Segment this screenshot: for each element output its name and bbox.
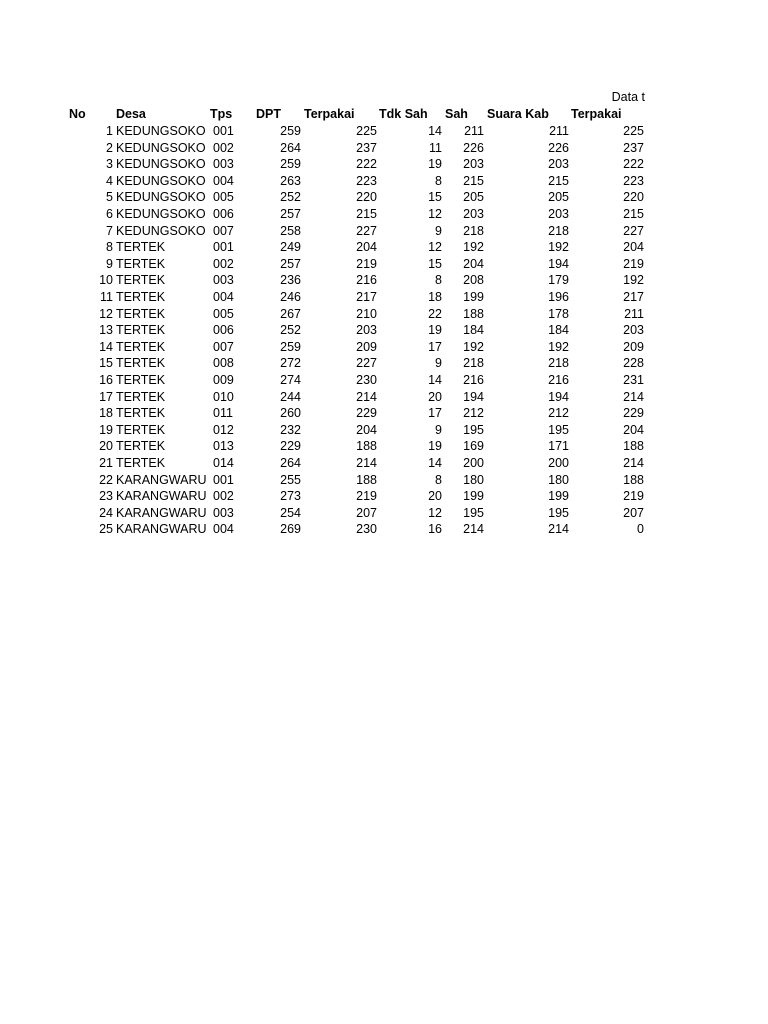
cell-desa[interactable]: KARANGWARU: [116, 472, 207, 487]
cell-tps[interactable]: 001: [213, 124, 234, 138]
cell-terpakai-2[interactable]: 225: [623, 124, 644, 138]
cell-tdk-sah[interactable]: 12: [428, 240, 442, 255]
cell-terpakai-2[interactable]: 219: [623, 489, 644, 504]
cell-no[interactable]: 14: [99, 339, 113, 354]
cell-desa[interactable]: KEDUNGSOKO: [116, 124, 206, 138]
cell-terpakai-2[interactable]: 188: [623, 439, 644, 454]
cell-tdk-sah[interactable]: 22: [428, 306, 442, 321]
cell-sah[interactable]: 188: [463, 306, 484, 321]
cell-desa[interactable]: TERTEK: [116, 406, 166, 421]
header-suara-kab[interactable]: Suara Kab: [487, 107, 549, 121]
cell-no[interactable]: 1: [106, 124, 113, 138]
cell-terpakai-2[interactable]: 204: [623, 240, 644, 255]
cell-suara-kab[interactable]: 171: [548, 439, 569, 454]
table-row: [0, 339, 768, 356]
cell-terpakai-2[interactable]: 237: [623, 140, 644, 155]
table-row: [0, 422, 768, 439]
table-row: [0, 488, 768, 505]
cell-suara-kab[interactable]: 179: [548, 273, 569, 288]
cell-tdk-sah[interactable]: 8: [435, 273, 442, 288]
header-tdk-sah[interactable]: Tdk Sah: [379, 107, 428, 121]
cell-terpakai[interactable]: 209: [356, 339, 377, 354]
cell-desa[interactable]: KEDUNGSOKO: [116, 140, 206, 155]
cell-tdk-sah[interactable]: 20: [428, 389, 442, 404]
cell-tdk-sah[interactable]: 11: [429, 140, 442, 155]
cell-terpakai[interactable]: 220: [356, 190, 377, 205]
table-row: [0, 123, 768, 140]
cell-suara-kab[interactable]: 212: [548, 406, 569, 421]
cell-dpt[interactable]: 257: [280, 256, 301, 271]
cell-tdk-sah[interactable]: 12: [428, 207, 442, 221]
cell-terpakai-2[interactable]: 227: [623, 223, 644, 238]
cell-dpt[interactable]: 252: [280, 190, 301, 205]
cell-desa[interactable]: KEDUNGSOKO: [116, 223, 206, 238]
cell-terpakai-2[interactable]: 203: [623, 323, 644, 338]
sheet-title: Data t: [611, 90, 645, 104]
table-row: [0, 355, 768, 372]
header-terpakai-2[interactable]: Terpakai: [571, 107, 622, 121]
cell-desa[interactable]: KARANGWARU: [116, 489, 207, 504]
cell-tdk-sah[interactable]: 9: [435, 422, 442, 437]
cell-sah[interactable]: 203: [463, 157, 484, 172]
cell-sah[interactable]: 214: [463, 522, 484, 537]
table-row: [0, 239, 768, 256]
cell-terpakai[interactable]: 207: [356, 505, 377, 520]
cell-no[interactable]: 12: [99, 306, 113, 321]
table-row: [0, 140, 768, 157]
cell-tdk-sah[interactable]: 20: [428, 489, 442, 504]
header-dpt[interactable]: DPT: [256, 107, 281, 121]
cell-no[interactable]: 5: [106, 190, 113, 205]
cell-tps[interactable]: 001: [213, 472, 234, 487]
cell-tps[interactable]: 006: [213, 323, 234, 338]
cell-terpakai-2[interactable]: 209: [623, 339, 644, 354]
cell-suara-kab[interactable]: 200: [548, 456, 569, 470]
cell-tps[interactable]: 009: [213, 373, 234, 387]
table-row: [0, 472, 768, 489]
cell-suara-kab[interactable]: 214: [548, 522, 569, 537]
cell-dpt[interactable]: 264: [280, 140, 301, 155]
cell-dpt[interactable]: 274: [280, 373, 301, 387]
cell-tdk-sah[interactable]: 14: [428, 456, 442, 470]
cell-terpakai[interactable]: 216: [356, 273, 377, 288]
cell-tdk-sah[interactable]: 17: [428, 339, 442, 354]
cell-dpt[interactable]: 269: [280, 522, 301, 537]
cell-tps[interactable]: 003: [213, 157, 234, 172]
cell-dpt[interactable]: 259: [280, 157, 301, 172]
cell-tps[interactable]: 004: [213, 522, 234, 537]
header-desa[interactable]: Desa: [116, 107, 146, 121]
cell-terpakai-2[interactable]: 211: [624, 306, 644, 321]
cell-terpakai[interactable]: 230: [356, 373, 377, 387]
cell-tdk-sah[interactable]: 17: [428, 406, 442, 421]
table-row: [0, 306, 768, 323]
cell-tps[interactable]: 010: [213, 389, 234, 404]
cell-terpakai[interactable]: 214: [356, 456, 377, 470]
cell-suara-kab[interactable]: 178: [548, 306, 569, 321]
cell-dpt[interactable]: 252: [280, 323, 301, 338]
cell-suara-kab[interactable]: 203: [548, 157, 569, 172]
cell-suara-kab[interactable]: 194: [548, 389, 569, 404]
cell-desa[interactable]: KEDUNGSOKO: [116, 157, 206, 172]
cell-suara-kab[interactable]: 215: [548, 173, 569, 188]
table-row: [0, 521, 768, 538]
cell-desa[interactable]: TERTEK: [116, 273, 166, 288]
cell-no[interactable]: 6: [106, 207, 113, 221]
cell-dpt[interactable]: 259: [280, 339, 301, 354]
cell-sah[interactable]: 204: [463, 256, 484, 271]
cell-terpakai-2[interactable]: 188: [623, 472, 644, 487]
cell-terpakai[interactable]: 219: [356, 489, 377, 504]
cell-terpakai[interactable]: 203: [356, 323, 377, 338]
cell-desa[interactable]: TERTEK: [116, 422, 166, 437]
cell-no[interactable]: 15: [99, 356, 113, 371]
cell-tps[interactable]: 007: [213, 223, 234, 238]
cell-sah[interactable]: 216: [463, 373, 484, 387]
cell-terpakai[interactable]: 229: [356, 406, 377, 421]
cell-dpt[interactable]: 273: [280, 489, 301, 504]
table-row: [0, 189, 768, 206]
cell-tdk-sah[interactable]: 18: [428, 290, 442, 304]
cell-terpakai[interactable]: 227: [356, 356, 377, 371]
cell-terpakai[interactable]: 225: [356, 124, 377, 138]
cell-sah[interactable]: 180: [463, 472, 484, 487]
cell-tdk-sah[interactable]: 19: [428, 157, 442, 172]
header-sah[interactable]: Sah: [445, 107, 468, 121]
cell-tdk-sah[interactable]: 9: [435, 223, 442, 238]
table-row: [0, 438, 768, 455]
cell-no[interactable]: 20: [99, 439, 113, 454]
cell-sah[interactable]: 218: [463, 223, 484, 238]
cell-desa[interactable]: TERTEK: [116, 356, 166, 371]
cell-no[interactable]: 24: [99, 505, 113, 520]
cell-tdk-sah[interactable]: 16: [428, 522, 442, 537]
table-row: [0, 372, 768, 389]
cell-dpt[interactable]: 264: [280, 456, 301, 470]
cell-tps[interactable]: 004: [213, 290, 234, 304]
cell-dpt[interactable]: 232: [280, 422, 301, 437]
cell-no[interactable]: 22: [99, 472, 113, 487]
cell-terpakai[interactable]: 219: [356, 256, 377, 271]
cell-tps[interactable]: 001: [213, 240, 234, 255]
cell-tps[interactable]: 003: [213, 273, 234, 288]
cell-tdk-sah[interactable]: 9: [435, 356, 442, 371]
cell-dpt[interactable]: 258: [280, 223, 301, 238]
table-row: [0, 173, 768, 190]
cell-sah[interactable]: 203: [463, 207, 484, 221]
cell-terpakai[interactable]: 204: [356, 422, 377, 437]
cell-terpakai[interactable]: 204: [356, 240, 377, 255]
cell-desa[interactable]: TERTEK: [116, 256, 166, 271]
cell-desa[interactable]: TERTEK: [116, 323, 166, 338]
cell-suara-kab[interactable]: 192: [548, 339, 569, 354]
cell-no[interactable]: 7: [106, 223, 113, 238]
cell-suara-kab[interactable]: 180: [548, 472, 569, 487]
cell-terpakai-2[interactable]: 220: [623, 190, 644, 205]
cell-dpt[interactable]: 257: [280, 207, 301, 221]
cell-sah[interactable]: 200: [463, 456, 484, 470]
cell-no[interactable]: 19: [99, 422, 113, 437]
cell-terpakai-2[interactable]: 0: [637, 522, 644, 537]
cell-dpt[interactable]: 259: [280, 124, 301, 138]
cell-sah[interactable]: 195: [463, 505, 484, 520]
cell-suara-kab[interactable]: 226: [548, 140, 569, 155]
table-row: [0, 289, 768, 306]
cell-dpt[interactable]: 236: [280, 273, 301, 288]
table-row: [0, 256, 768, 273]
cell-suara-kab[interactable]: 199: [548, 489, 569, 504]
cell-desa[interactable]: KEDUNGSOKO: [116, 173, 206, 188]
cell-tdk-sah[interactable]: 15: [428, 256, 442, 271]
header-tps[interactable]: Tps: [210, 107, 233, 121]
cell-sah[interactable]: 199: [463, 489, 484, 504]
cell-dpt[interactable]: 246: [280, 290, 301, 304]
cell-tps[interactable]: 003: [213, 505, 234, 520]
table-row: [0, 272, 768, 289]
cell-terpakai-2[interactable]: 204: [623, 422, 644, 437]
cell-suara-kab[interactable]: 218: [548, 356, 569, 371]
cell-terpakai-2[interactable]: 219: [623, 256, 644, 271]
cell-tps[interactable]: 002: [213, 489, 234, 504]
cell-tps[interactable]: 012: [213, 422, 234, 437]
cell-dpt[interactable]: 263: [280, 173, 301, 188]
cell-sah[interactable]: 208: [463, 273, 484, 288]
cell-terpakai[interactable]: 215: [356, 207, 377, 221]
table-row: [0, 223, 768, 240]
table-row: [0, 389, 768, 406]
cell-sah[interactable]: 192: [463, 240, 484, 255]
cell-desa[interactable]: KEDUNGSOKO: [116, 190, 206, 205]
cell-tps[interactable]: 014: [213, 456, 234, 470]
header-no[interactable]: No: [69, 107, 86, 121]
cell-no[interactable]: 18: [99, 406, 113, 421]
cell-sah[interactable]: 184: [463, 323, 484, 338]
cell-suara-kab[interactable]: 218: [548, 223, 569, 238]
table-row: [0, 505, 768, 522]
cell-tdk-sah[interactable]: 14: [428, 124, 442, 138]
cell-no[interactable]: 10: [99, 273, 113, 288]
cell-suara-kab[interactable]: 203: [548, 207, 569, 221]
cell-terpakai[interactable]: 214: [356, 389, 377, 404]
cell-desa[interactable]: KARANGWARU: [116, 505, 207, 520]
cell-terpakai-2[interactable]: 215: [623, 207, 644, 221]
cell-sah[interactable]: 205: [463, 190, 484, 205]
cell-terpakai[interactable]: 223: [356, 173, 377, 188]
cell-no[interactable]: 21: [99, 456, 113, 470]
cell-dpt[interactable]: 229: [280, 439, 301, 454]
cell-suara-kab[interactable]: 194: [548, 256, 569, 271]
cell-tdk-sah[interactable]: 8: [435, 472, 442, 487]
cell-desa[interactable]: KEDUNGSOKO: [116, 207, 206, 221]
cell-terpakai-2[interactable]: 228: [623, 356, 644, 371]
cell-no[interactable]: 17: [99, 389, 113, 404]
cell-terpakai[interactable]: 222: [356, 157, 377, 172]
cell-tps[interactable]: 005: [213, 190, 234, 205]
cell-no[interactable]: 4: [106, 173, 113, 188]
cell-sah[interactable]: 169: [463, 439, 484, 454]
sheet-title-cell[interactable]: [560, 90, 645, 106]
cell-no[interactable]: 13: [99, 323, 113, 338]
cell-sah[interactable]: 211: [464, 124, 484, 138]
cell-tps[interactable]: 005: [213, 306, 234, 321]
cell-dpt[interactable]: 254: [280, 505, 301, 520]
cell-dpt[interactable]: 267: [280, 306, 301, 321]
cell-suara-kab[interactable]: 184: [548, 323, 569, 338]
cell-suara-kab[interactable]: 205: [548, 190, 569, 205]
cell-terpakai-2[interactable]: 192: [623, 273, 644, 288]
cell-terpakai[interactable]: 237: [356, 140, 377, 155]
cell-tdk-sah[interactable]: 14: [428, 373, 442, 387]
cell-sah[interactable]: 226: [463, 140, 484, 155]
cell-no[interactable]: 8: [106, 240, 113, 255]
cell-terpakai-2[interactable]: 231: [623, 373, 644, 387]
cell-terpakai[interactable]: 188: [356, 439, 377, 454]
cell-suara-kab[interactable]: 196: [548, 290, 569, 304]
cell-dpt[interactable]: 260: [280, 406, 301, 421]
cell-suara-kab[interactable]: 216: [548, 373, 569, 387]
cell-tps[interactable]: 006: [213, 207, 234, 221]
cell-sah[interactable]: 192: [463, 339, 484, 354]
cell-suara-kab[interactable]: 195: [548, 422, 569, 437]
cell-desa[interactable]: TERTEK: [116, 439, 166, 454]
cell-desa[interactable]: TERTEK: [116, 306, 166, 321]
table-row: [0, 405, 768, 422]
cell-terpakai-2[interactable]: 223: [623, 173, 644, 188]
cell-tdk-sah[interactable]: 19: [428, 323, 442, 338]
cell-terpakai[interactable]: 210: [356, 306, 377, 321]
cell-tps[interactable]: 004: [213, 173, 234, 188]
cell-no[interactable]: 3: [106, 157, 113, 172]
cell-desa[interactable]: TERTEK: [116, 339, 166, 354]
cell-sah[interactable]: 199: [463, 290, 484, 304]
cell-sah[interactable]: 195: [463, 422, 484, 437]
cell-terpakai-2[interactable]: 207: [623, 505, 644, 520]
cell-no[interactable]: 25: [99, 522, 113, 537]
cell-suara-kab[interactable]: 211: [549, 124, 569, 138]
cell-terpakai-2[interactable]: 229: [623, 406, 644, 421]
table-row: [0, 455, 768, 472]
cell-sah[interactable]: 218: [463, 356, 484, 371]
cell-terpakai-2[interactable]: 214: [623, 456, 644, 470]
cell-desa[interactable]: TERTEK: [116, 389, 166, 404]
cell-tdk-sah[interactable]: 15: [428, 190, 442, 205]
cell-desa[interactable]: TERTEK: [116, 290, 166, 304]
cell-tdk-sah[interactable]: 19: [428, 439, 442, 454]
header-terpakai[interactable]: Terpakai: [304, 107, 355, 121]
cell-desa[interactable]: TERTEK: [116, 240, 166, 255]
cell-sah[interactable]: 215: [463, 173, 484, 188]
cell-sah[interactable]: 194: [463, 389, 484, 404]
cell-terpakai-2[interactable]: 222: [623, 157, 644, 172]
cell-dpt[interactable]: 244: [280, 389, 301, 404]
cell-tdk-sah[interactable]: 12: [428, 505, 442, 520]
cell-tps[interactable]: 007: [213, 339, 234, 354]
cell-desa[interactable]: KARANGWARU: [116, 522, 207, 537]
cell-tps[interactable]: 002: [213, 140, 234, 155]
cell-dpt[interactable]: 272: [280, 356, 301, 371]
cell-suara-kab[interactable]: 195: [548, 505, 569, 520]
cell-tps[interactable]: 013: [213, 439, 234, 454]
cell-tdk-sah[interactable]: 8: [435, 173, 442, 188]
cell-desa[interactable]: TERTEK: [116, 373, 166, 387]
cell-dpt[interactable]: 255: [280, 472, 301, 487]
cell-terpakai[interactable]: 227: [356, 223, 377, 238]
cell-terpakai[interactable]: 217: [356, 290, 377, 304]
cell-desa[interactable]: TERTEK: [116, 456, 166, 470]
cell-terpakai[interactable]: 230: [356, 522, 377, 537]
cell-no[interactable]: 9: [106, 256, 113, 271]
cell-tps[interactable]: 002: [213, 256, 234, 271]
table-row: [0, 156, 768, 173]
cell-dpt[interactable]: 249: [280, 240, 301, 255]
cell-no[interactable]: 2: [106, 140, 113, 155]
cell-tps[interactable]: 011: [213, 406, 233, 421]
cell-terpakai[interactable]: 188: [356, 472, 377, 487]
cell-terpakai-2[interactable]: 217: [623, 290, 644, 304]
table-row: [0, 206, 768, 223]
cell-no[interactable]: 23: [99, 489, 113, 504]
cell-suara-kab[interactable]: 192: [548, 240, 569, 255]
cell-sah[interactable]: 212: [463, 406, 484, 421]
table-row: [0, 322, 768, 339]
cell-no[interactable]: 11: [100, 290, 113, 304]
cell-terpakai-2[interactable]: 214: [623, 389, 644, 404]
cell-no[interactable]: 16: [99, 373, 113, 387]
cell-tps[interactable]: 008: [213, 356, 234, 371]
